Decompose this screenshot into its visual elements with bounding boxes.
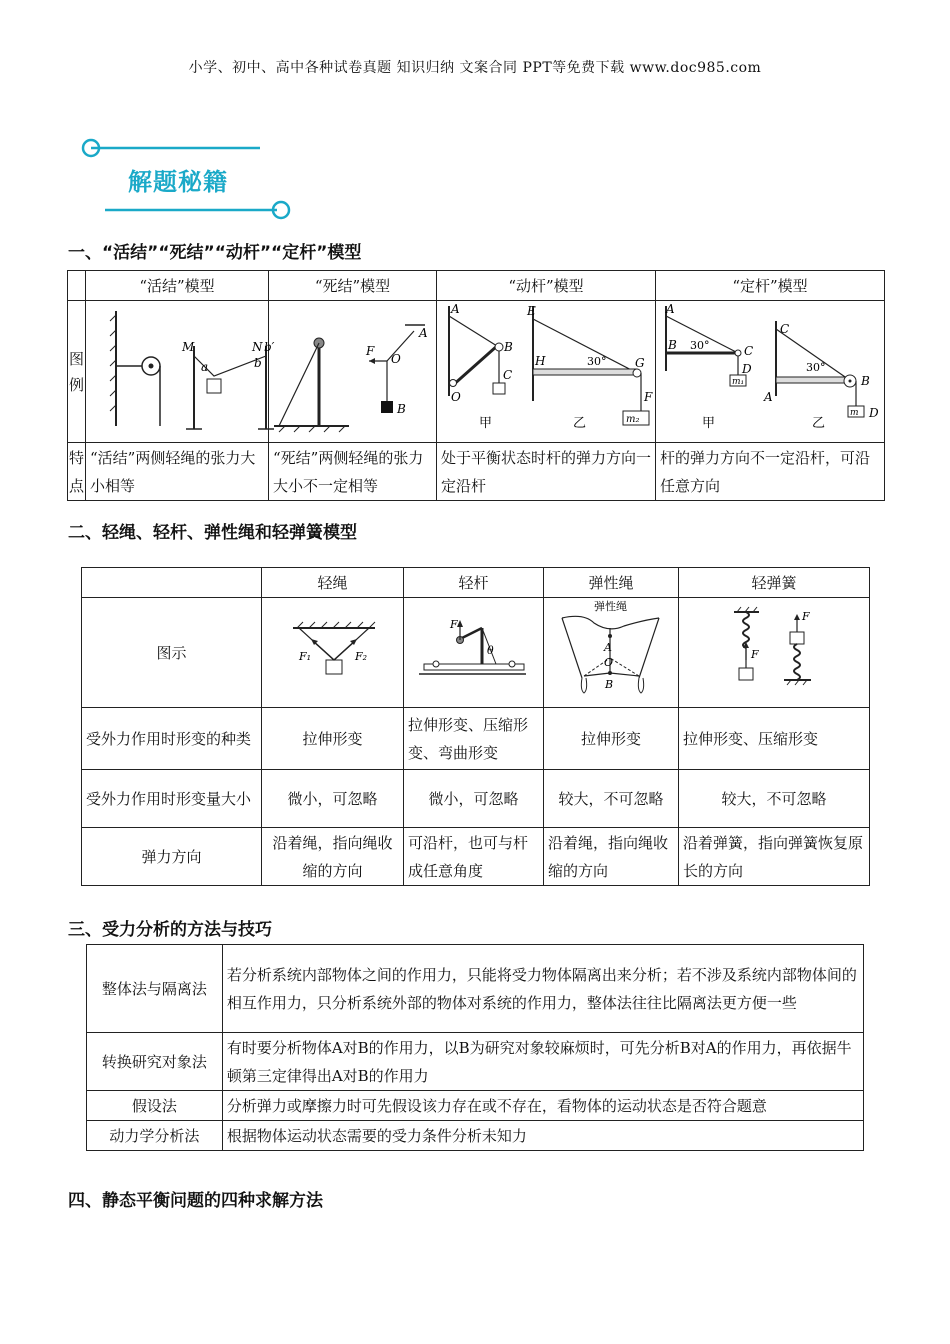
figure-huojie xyxy=(86,301,275,433)
label-yi-ding: 乙 xyxy=(812,416,826,431)
t2-corner xyxy=(82,568,262,598)
figure-rope xyxy=(263,598,403,698)
label-O-jia: O xyxy=(451,390,461,404)
label-O-elastic: O xyxy=(604,656,614,669)
label-B-ding: B xyxy=(668,338,677,352)
banner-title: 解题秘籍 xyxy=(128,168,228,196)
label-F-spring2: F xyxy=(802,610,811,623)
method-1-desc: 若分析系统内部物体之间的作用力，只能将受力物体隔离出来分析；若不涉及系统内部物体间的相互作用力，只分析系统外部的物体对系统的作用力，整体法往往比隔离法更方便一些 xyxy=(222,945,863,1033)
figure-donggan xyxy=(437,301,655,433)
label-m1: m₁ xyxy=(732,377,745,387)
label-m-ding2: m xyxy=(850,408,859,418)
label-theta: θ xyxy=(487,644,495,657)
label-b: b xyxy=(254,356,262,370)
t2-direction-rod: 可沿杆，也可与杆成任意角度 xyxy=(404,828,544,886)
label-a: a xyxy=(201,360,209,374)
t2-label-deform-size: 受外力作用时形变量大小 xyxy=(82,770,262,828)
t2-direction-spring: 沿着弹簧，指向弹簧恢复原长的方向 xyxy=(678,828,869,886)
feature-donggan: 处于平衡状态时杆的弹力方向一定沿杆 xyxy=(437,443,656,501)
t2-deform-size-rod: 微小，可忽略 xyxy=(404,770,544,828)
method-table xyxy=(86,944,864,1151)
t2-header-elastic: 弹性绳 xyxy=(543,568,678,598)
t2-header-rope: 轻绳 xyxy=(262,568,404,598)
t2-label-direction: 弹力方向 xyxy=(82,828,262,886)
label-B-ding2: B xyxy=(861,374,870,388)
label-A-elastic: A xyxy=(604,641,613,654)
label-F1: F₁ xyxy=(298,650,311,663)
label-M: M xyxy=(182,340,195,354)
figure-sijie xyxy=(269,301,436,433)
corner-cell xyxy=(68,271,86,301)
label-A-ding: A xyxy=(666,302,675,316)
t2-direction-elastic: 沿着绳，指向绳收缩的方向 xyxy=(543,828,678,886)
section2-title: 二、轻绳、轻杆、弹性绳和轻弹簧模型 xyxy=(68,523,357,543)
method-3-desc: 分析弹力或摩擦力时可先假设该力存在或不存在，看物体的运动状态是否符合题意 xyxy=(222,1091,863,1121)
label-C-ding: C xyxy=(744,344,754,358)
t2-header-rod: 轻杆 xyxy=(404,568,544,598)
page-header: 小学、初中、高中各种试卷真题 知识归纳 文案合同 PPT等免费下载 www.doc985.com xyxy=(188,60,762,76)
label-D-ding: D xyxy=(742,362,752,376)
t2-deform-size-rope: 微小，可忽略 xyxy=(262,770,404,828)
label-N: N xyxy=(252,340,263,354)
t2-deform-type-spring: 拉伸形变、压缩形变 xyxy=(678,708,869,770)
label-C-ding2: C xyxy=(780,322,790,336)
section1-title: 一、“活结”“死结”“动杆”“定杆”模型 xyxy=(68,243,362,263)
method-3-name: 假设法 xyxy=(87,1091,223,1121)
t2-deform-type-elastic: 拉伸形变 xyxy=(543,708,678,770)
label-G: G xyxy=(635,356,645,370)
label-H: H xyxy=(535,354,546,368)
section3-title: 三、受力分析的方法与技巧 xyxy=(68,920,272,940)
label-B: B xyxy=(397,402,406,416)
t2-deform-type-rope: 拉伸形变 xyxy=(262,708,404,770)
feature-huojie: “活结”两侧轻绳的张力大小相等 xyxy=(86,443,269,501)
rope-spring-table xyxy=(81,567,870,886)
figure-dinggan xyxy=(656,301,884,433)
label-jia-ding: 甲 xyxy=(702,416,716,431)
method-4-name: 动力学分析法 xyxy=(87,1121,223,1151)
label-yi-dong: 乙 xyxy=(573,416,587,431)
method-1-name: 整体法与隔离法 xyxy=(87,945,223,1033)
figure-elastic-rope xyxy=(544,598,677,698)
label-B-elastic: B xyxy=(605,678,614,691)
label-A: A xyxy=(419,326,428,340)
method-2-name: 转换研究对象法 xyxy=(87,1033,223,1091)
figure-rod xyxy=(404,598,542,698)
label-E: E xyxy=(527,304,536,318)
t2-deform-size-spring: 较大，不可忽略 xyxy=(678,770,869,828)
feature-dinggan: 杆的弹力方向不一定沿杆，可沿任意方向 xyxy=(656,443,885,501)
row-label-figure: 图例 xyxy=(68,301,86,443)
header-sijie: “死结”模型 xyxy=(269,271,437,301)
label-b-prime: b′ xyxy=(264,340,275,354)
label-F2: F₂ xyxy=(354,650,367,663)
label-O: O xyxy=(391,352,401,366)
row-label-feature: 特点 xyxy=(68,443,86,501)
label-D-ding2: D xyxy=(869,406,879,420)
label-m2: m₂ xyxy=(626,414,640,425)
header-donggan: “动杆”模型 xyxy=(437,271,656,301)
method-2-desc: 有时要分析物体A对B的作用力，以B为研究对象较麻烦时，可先分析B对A的作用力，再依据牛顿第三定律得出A对B的作用力 xyxy=(222,1033,863,1091)
t2-header-spring: 轻弹簧 xyxy=(678,568,869,598)
figure-spring xyxy=(679,598,868,698)
header-dinggan: “定杆”模型 xyxy=(656,271,885,301)
t2-deform-size-elastic: 较大，不可忽略 xyxy=(543,770,678,828)
t2-label-figure: 图示 xyxy=(82,598,262,708)
label-30-ding2: 30° xyxy=(806,361,826,374)
label-A-ding2: A xyxy=(764,390,773,404)
feature-sijie: “死结”两侧轻绳的张力大小不一定相等 xyxy=(269,443,437,501)
model-table xyxy=(67,270,885,501)
label-B-jia: B xyxy=(504,340,513,354)
label-30-ding: 30° xyxy=(690,339,710,352)
label-C-jia: C xyxy=(503,368,513,382)
t2-deform-type-rod: 拉伸形变、压缩形变、弯曲形变 xyxy=(404,708,544,770)
header-huojie: “活结”模型 xyxy=(86,271,269,301)
t2-label-deform-type: 受外力作用时形变的种类 xyxy=(82,708,262,770)
label-A-jia: A xyxy=(451,302,460,316)
t2-direction-rope: 沿着绳，指向绳收缩的方向 xyxy=(262,828,404,886)
label-F-dong: F xyxy=(644,390,653,404)
label-elastic-rope: 弹性绳 xyxy=(594,600,628,613)
label-F: F xyxy=(366,344,375,358)
method-4-desc: 根据物体运动状态需要的受力条件分析未知力 xyxy=(222,1121,863,1151)
label-jia-dong: 甲 xyxy=(479,416,493,431)
label-F-rod: F xyxy=(450,618,459,631)
section4-title: 四、静态平衡问题的四种求解方法 xyxy=(68,1191,323,1211)
label-F-spring1: F xyxy=(751,648,760,661)
label-30-dong: 30° xyxy=(587,355,607,368)
